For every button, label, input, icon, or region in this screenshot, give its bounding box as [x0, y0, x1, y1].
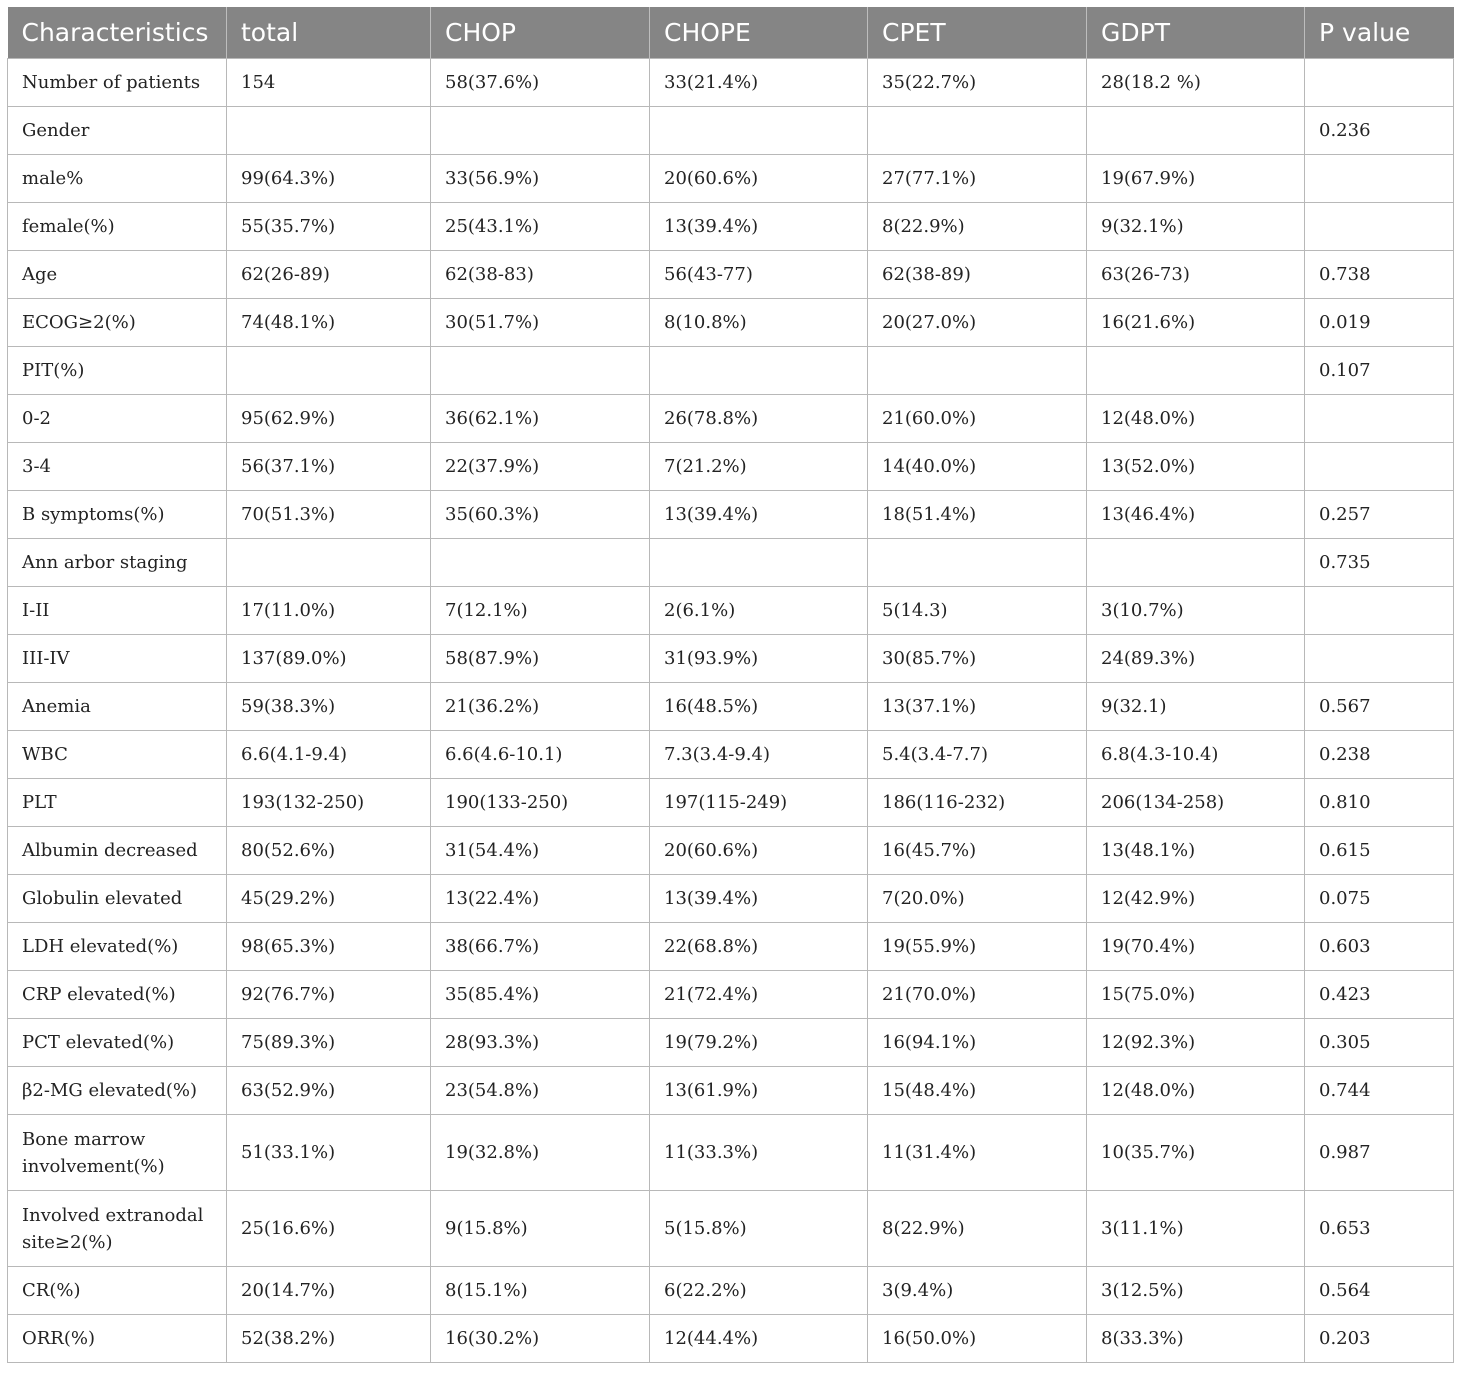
header-chop: CHOP [431, 7, 650, 59]
cell-cpet: 19(55.9%) [868, 923, 1087, 971]
cell-chope: 33(21.4%) [650, 59, 868, 107]
cell-characteristic: PCT elevated(%) [8, 1019, 227, 1067]
cell-p-value: 0.987 [1305, 1115, 1454, 1191]
cell-characteristic: Age [8, 251, 227, 299]
cell-total: 63(52.9%) [227, 1067, 431, 1115]
cell-chope: 20(60.6%) [650, 827, 868, 875]
cell-characteristic: LDH elevated(%) [8, 923, 227, 971]
cell-cpet: 21(60.0%) [868, 395, 1087, 443]
cell-gdpt [1087, 107, 1305, 155]
cell-p-value [1305, 587, 1454, 635]
cell-cpet: 8(22.9%) [868, 1191, 1087, 1267]
cell-characteristic: ECOG≥2(%) [8, 299, 227, 347]
cell-total: 92(76.7%) [227, 971, 431, 1019]
cell-cpet: 11(31.4%) [868, 1115, 1087, 1191]
cell-chope: 26(78.8%) [650, 395, 868, 443]
cell-total: 6.6(4.1-9.4) [227, 731, 431, 779]
cell-total [227, 107, 431, 155]
cell-characteristic: ORR(%) [8, 1315, 227, 1363]
cell-gdpt: 63(26-73) [1087, 251, 1305, 299]
cell-total: 17(11.0%) [227, 587, 431, 635]
cell-chope: 13(39.4%) [650, 875, 868, 923]
cell-cpet: 15(48.4%) [868, 1067, 1087, 1115]
cell-chop: 13(22.4%) [431, 875, 650, 923]
cell-gdpt: 12(48.0%) [1087, 395, 1305, 443]
cell-total: 45(29.2%) [227, 875, 431, 923]
cell-chop: 62(38-83) [431, 251, 650, 299]
cell-chope: 7(21.2%) [650, 443, 868, 491]
cell-chope: 7.3(3.4-9.4) [650, 731, 868, 779]
table-row [8, 1115, 1454, 1191]
cell-p-value [1305, 155, 1454, 203]
table-row [8, 1315, 1454, 1363]
table-row [8, 395, 1454, 443]
cell-chop: 35(60.3%) [431, 491, 650, 539]
cell-characteristic: male% [8, 155, 227, 203]
table-row [8, 155, 1454, 203]
cell-chop: 28(93.3%) [431, 1019, 650, 1067]
cell-characteristic: Number of patients [8, 59, 227, 107]
cell-characteristic: CRP elevated(%) [8, 971, 227, 1019]
cell-characteristic: Ann arbor staging [8, 539, 227, 587]
table-row [8, 779, 1454, 827]
table-row [8, 923, 1454, 971]
cell-total: 20(14.7%) [227, 1267, 431, 1315]
cell-p-value: 0.735 [1305, 539, 1454, 587]
cell-chop: 58(37.6%) [431, 59, 650, 107]
cell-p-value: 0.423 [1305, 971, 1454, 1019]
table-row [8, 971, 1454, 1019]
cell-gdpt: 6.8(4.3-10.4) [1087, 731, 1305, 779]
cell-cpet: 18(51.4%) [868, 491, 1087, 539]
cell-gdpt: 9(32.1) [1087, 683, 1305, 731]
cell-characteristic: Globulin elevated [8, 875, 227, 923]
cell-chop: 38(66.7%) [431, 923, 650, 971]
cell-gdpt: 3(12.5%) [1087, 1267, 1305, 1315]
cell-p-value: 0.567 [1305, 683, 1454, 731]
cell-total [227, 347, 431, 395]
cell-chop: 9(15.8%) [431, 1191, 650, 1267]
cell-cpet [868, 107, 1087, 155]
cell-characteristic: WBC [8, 731, 227, 779]
cell-chope: 56(43-77) [650, 251, 868, 299]
characteristics-table [7, 7, 1454, 1363]
cell-chope: 11(33.3%) [650, 1115, 868, 1191]
cell-gdpt: 8(33.3%) [1087, 1315, 1305, 1363]
cell-characteristic: Anemia [8, 683, 227, 731]
cell-chope: 21(72.4%) [650, 971, 868, 1019]
cell-chop: 8(15.1%) [431, 1267, 650, 1315]
table-row [8, 539, 1454, 587]
table-row [8, 827, 1454, 875]
cell-chop: 31(54.4%) [431, 827, 650, 875]
cell-cpet: 186(116-232) [868, 779, 1087, 827]
header-chope: CHOPE [650, 7, 868, 59]
cell-total: 59(38.3%) [227, 683, 431, 731]
cell-cpet: 14(40.0%) [868, 443, 1087, 491]
table-body [8, 59, 1454, 1363]
cell-chop [431, 539, 650, 587]
cell-chope: 20(60.6%) [650, 155, 868, 203]
cell-total: 74(48.1%) [227, 299, 431, 347]
table-row [8, 251, 1454, 299]
cell-gdpt [1087, 539, 1305, 587]
cell-chop: 190(133-250) [431, 779, 650, 827]
cell-chop: 19(32.8%) [431, 1115, 650, 1191]
cell-total: 75(89.3%) [227, 1019, 431, 1067]
cell-characteristic: β2-MG elevated(%) [8, 1067, 227, 1115]
cell-cpet: 62(38-89) [868, 251, 1087, 299]
cell-gdpt: 13(46.4%) [1087, 491, 1305, 539]
cell-p-value: 0.615 [1305, 827, 1454, 875]
cell-p-value: 0.203 [1305, 1315, 1454, 1363]
cell-total [227, 539, 431, 587]
cell-cpet: 3(9.4%) [868, 1267, 1087, 1315]
cell-chop: 21(36.2%) [431, 683, 650, 731]
cell-gdpt: 24(89.3%) [1087, 635, 1305, 683]
cell-gdpt: 206(134-258) [1087, 779, 1305, 827]
cell-chope: 5(15.8%) [650, 1191, 868, 1267]
cell-p-value: 0.075 [1305, 875, 1454, 923]
cell-chope [650, 107, 868, 155]
cell-chop: 22(37.9%) [431, 443, 650, 491]
cell-p-value: 0.603 [1305, 923, 1454, 971]
cell-cpet: 13(37.1%) [868, 683, 1087, 731]
cell-p-value: 0.257 [1305, 491, 1454, 539]
table-row [8, 1019, 1454, 1067]
table-row [8, 299, 1454, 347]
cell-cpet: 35(22.7%) [868, 59, 1087, 107]
cell-cpet: 5.4(3.4-7.7) [868, 731, 1087, 779]
cell-cpet: 7(20.0%) [868, 875, 1087, 923]
cell-cpet: 16(45.7%) [868, 827, 1087, 875]
cell-cpet: 8(22.9%) [868, 203, 1087, 251]
table-row [8, 683, 1454, 731]
cell-total: 62(26-89) [227, 251, 431, 299]
cell-characteristic: 3-4 [8, 443, 227, 491]
cell-p-value: 0.236 [1305, 107, 1454, 155]
cell-cpet: 30(85.7%) [868, 635, 1087, 683]
cell-characteristic: PIT(%) [8, 347, 227, 395]
cell-chope: 13(61.9%) [650, 1067, 868, 1115]
cell-p-value: 0.744 [1305, 1067, 1454, 1115]
cell-chop: 7(12.1%) [431, 587, 650, 635]
cell-p-value [1305, 395, 1454, 443]
cell-chop: 6.6(4.6-10.1) [431, 731, 650, 779]
cell-characteristic: Albumin decreased [8, 827, 227, 875]
cell-chope: 13(39.4%) [650, 203, 868, 251]
cell-gdpt: 9(32.1%) [1087, 203, 1305, 251]
cell-gdpt: 12(92.3%) [1087, 1019, 1305, 1067]
cell-chope: 16(48.5%) [650, 683, 868, 731]
table-row [8, 443, 1454, 491]
cell-p-value: 0.019 [1305, 299, 1454, 347]
cell-total: 55(35.7%) [227, 203, 431, 251]
cell-gdpt: 19(67.9%) [1087, 155, 1305, 203]
cell-total: 70(51.3%) [227, 491, 431, 539]
table-row [8, 203, 1454, 251]
cell-characteristic: III-IV [8, 635, 227, 683]
cell-chope [650, 347, 868, 395]
cell-chop: 36(62.1%) [431, 395, 650, 443]
cell-chope: 13(39.4%) [650, 491, 868, 539]
cell-p-value [1305, 203, 1454, 251]
table-row [8, 1267, 1454, 1315]
cell-gdpt: 12(48.0%) [1087, 1067, 1305, 1115]
cell-chop: 35(85.4%) [431, 971, 650, 1019]
cell-chope: 2(6.1%) [650, 587, 868, 635]
cell-p-value: 0.810 [1305, 779, 1454, 827]
table-row [8, 1067, 1454, 1115]
cell-chope: 22(68.8%) [650, 923, 868, 971]
cell-cpet: 27(77.1%) [868, 155, 1087, 203]
cell-p-value [1305, 635, 1454, 683]
cell-characteristic: I-II [8, 587, 227, 635]
cell-gdpt: 28(18.2 %) [1087, 59, 1305, 107]
table-row [8, 731, 1454, 779]
table-row [8, 491, 1454, 539]
cell-gdpt: 3(10.7%) [1087, 587, 1305, 635]
cell-p-value [1305, 443, 1454, 491]
table-row [8, 635, 1454, 683]
cell-gdpt: 15(75.0%) [1087, 971, 1305, 1019]
header-cpet: CPET [868, 7, 1087, 59]
cell-gdpt: 19(70.4%) [1087, 923, 1305, 971]
cell-characteristic: PLT [8, 779, 227, 827]
cell-total: 193(132-250) [227, 779, 431, 827]
cell-p-value: 0.238 [1305, 731, 1454, 779]
cell-p-value: 0.564 [1305, 1267, 1454, 1315]
cell-total: 137(89.0%) [227, 635, 431, 683]
header-characteristics: Characteristics [8, 7, 227, 59]
cell-total: 99(64.3%) [227, 155, 431, 203]
cell-chope [650, 539, 868, 587]
cell-cpet [868, 539, 1087, 587]
cell-chop: 30(51.7%) [431, 299, 650, 347]
cell-total: 25(16.6%) [227, 1191, 431, 1267]
cell-gdpt: 13(52.0%) [1087, 443, 1305, 491]
cell-gdpt: 12(42.9%) [1087, 875, 1305, 923]
cell-chop: 58(87.9%) [431, 635, 650, 683]
table-row [8, 875, 1454, 923]
cell-total: 80(52.6%) [227, 827, 431, 875]
cell-chop: 33(56.9%) [431, 155, 650, 203]
table-header [8, 7, 1454, 59]
cell-characteristic: Involved extranodal site≥2(%) [8, 1191, 227, 1267]
cell-characteristic: Gender [8, 107, 227, 155]
cell-total: 95(62.9%) [227, 395, 431, 443]
header-row [8, 7, 1454, 59]
header-p-value: P value [1305, 7, 1454, 59]
cell-total: 154 [227, 59, 431, 107]
cell-gdpt: 10(35.7%) [1087, 1115, 1305, 1191]
cell-characteristic: female(%) [8, 203, 227, 251]
table-row [8, 59, 1454, 107]
cell-total: 98(65.3%) [227, 923, 431, 971]
table-row [8, 347, 1454, 395]
cell-chope: 6(22.2%) [650, 1267, 868, 1315]
cell-gdpt: 3(11.1%) [1087, 1191, 1305, 1267]
table-row [8, 1191, 1454, 1267]
cell-chop [431, 347, 650, 395]
cell-cpet: 16(50.0%) [868, 1315, 1087, 1363]
cell-cpet: 5(14.3) [868, 587, 1087, 635]
cell-p-value: 0.738 [1305, 251, 1454, 299]
cell-p-value: 0.305 [1305, 1019, 1454, 1067]
cell-chop: 25(43.1%) [431, 203, 650, 251]
cell-total: 51(33.1%) [227, 1115, 431, 1191]
cell-chope: 197(115-249) [650, 779, 868, 827]
cell-chop: 16(30.2%) [431, 1315, 650, 1363]
header-gdpt: GDPT [1087, 7, 1305, 59]
cell-gdpt [1087, 347, 1305, 395]
cell-gdpt: 16(21.6%) [1087, 299, 1305, 347]
header-total: total [227, 7, 431, 59]
cell-cpet: 16(94.1%) [868, 1019, 1087, 1067]
cell-chope: 19(79.2%) [650, 1019, 868, 1067]
cell-chope: 12(44.4%) [650, 1315, 868, 1363]
table-row [8, 587, 1454, 635]
cell-cpet: 21(70.0%) [868, 971, 1087, 1019]
cell-chope: 31(93.9%) [650, 635, 868, 683]
cell-chop: 23(54.8%) [431, 1067, 650, 1115]
cell-p-value [1305, 59, 1454, 107]
cell-cpet: 20(27.0%) [868, 299, 1087, 347]
cell-characteristic: CR(%) [8, 1267, 227, 1315]
table-row [8, 107, 1454, 155]
cell-cpet [868, 347, 1087, 395]
cell-gdpt: 13(48.1%) [1087, 827, 1305, 875]
cell-total: 56(37.1%) [227, 443, 431, 491]
cell-p-value: 0.107 [1305, 347, 1454, 395]
cell-characteristic: 0-2 [8, 395, 227, 443]
cell-total: 52(38.2%) [227, 1315, 431, 1363]
cell-p-value: 0.653 [1305, 1191, 1454, 1267]
cell-chop [431, 107, 650, 155]
cell-chope: 8(10.8%) [650, 299, 868, 347]
cell-characteristic: Bone marrow involvement(%) [8, 1115, 227, 1191]
cell-characteristic: B symptoms(%) [8, 491, 227, 539]
